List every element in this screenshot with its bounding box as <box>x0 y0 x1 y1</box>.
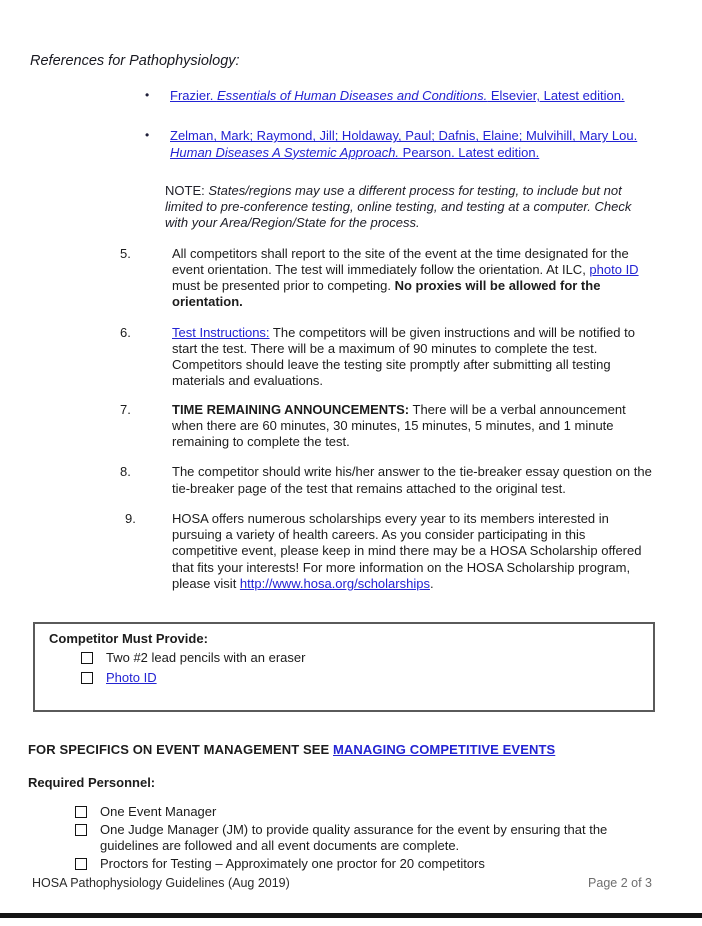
scholarships-url-link[interactable]: http://www.hosa.org/scholarships <box>239 575 430 591</box>
item-text: The competitor should write his/her answer to the tie-breaker essay question on the tie-breaker page of the test that remains attached to the original test. <box>172 464 652 496</box>
personnel-item <box>75 856 654 872</box>
item-number: 7. <box>120 401 131 417</box>
personnel-item <box>75 822 654 855</box>
bullet-icon: • <box>145 128 150 143</box>
required-personnel-heading: Required Personnel: <box>28 775 156 791</box>
checkbox-icon <box>81 672 93 684</box>
item-text-segment: All competitors shall report to the site of the event at the time designated for the event orientation. The test will immediately follow the orientation. At ILC, <box>172 245 629 277</box>
page-footer <box>32 876 652 892</box>
competitor-must-provide-box <box>33 622 655 712</box>
reference-link-zelman[interactable] <box>170 128 637 159</box>
provide-item <box>81 650 643 666</box>
reference-citation <box>170 128 654 161</box>
citation-title: Essentials of Human Diseases and Conditions. <box>216 88 488 104</box>
item-number: 5. <box>120 245 131 261</box>
references-heading: References for Pathophysiology: <box>30 53 240 69</box>
numbered-item-6 <box>120 325 654 390</box>
citation-author: Frazier. <box>170 88 217 104</box>
photo-id-link[interactable]: photo ID <box>589 261 639 277</box>
reference-link-frazier[interactable] <box>170 88 625 103</box>
item-text-segment: There will be a verbal announcement when there are 60 minutes, 30 minutes, 15 minutes, 5 minutes, and 1 minute remaining to complete the test. <box>172 401 626 450</box>
checkbox-icon <box>75 858 87 870</box>
checkbox-icon <box>81 652 93 664</box>
item-text <box>172 511 654 592</box>
managing-competitive-events-link[interactable]: MANAGING COMPETITIVE EVENTS <box>333 742 556 758</box>
item-text <box>172 325 654 390</box>
reference-citation <box>170 88 654 104</box>
footer-document-title: HOSA Pathophysiology Guidelines (Aug 2019) <box>32 876 290 890</box>
item-number: 9. <box>125 510 136 526</box>
footer-page-number: Page 2 of 3 <box>588 876 652 890</box>
event-management-line <box>28 742 654 758</box>
personnel-item <box>75 804 654 820</box>
photo-id-link[interactable]: Photo ID <box>106 669 157 685</box>
numbered-item-7 <box>120 402 654 451</box>
item-number: 8. <box>120 464 131 480</box>
citation-publisher: Elsevier, Latest edition. <box>487 88 625 104</box>
item-text-segment: must be presented prior to competing. <box>172 278 395 294</box>
note-body: States/regions may use a different process for testing, to include but not limited to pre-conference testing, online testing, and testing at a computer. Check with your Area/Region/State for the process. <box>165 182 632 231</box>
provide-box-title: Competitor Must Provide: <box>49 631 208 647</box>
citation-publisher: Pearson. Latest edition. <box>399 144 540 160</box>
numbered-item-9 <box>120 511 654 592</box>
note-label: NOTE: <box>165 182 209 198</box>
reference-item <box>145 88 654 104</box>
personnel-item-label: One Judge Manager (JM) to provide quality assurance for the event by ensuring that the guidelines are followed and all event documents are complete. <box>100 821 608 854</box>
citation-authors: Zelman, Mark; Raymond, Jill; Holdaway, Paul; Dafnis, Elaine; Mulvihill, Mary Lou. <box>170 128 638 144</box>
provide-item <box>81 670 643 686</box>
provide-box-list <box>45 650 643 686</box>
numbered-item-5 <box>120 246 654 311</box>
provide-item-label: Two #2 lead pencils with an eraser <box>106 650 306 666</box>
item-text <box>172 246 654 311</box>
item-bold-text: No proxies will be allowed for the orientation. <box>172 278 601 310</box>
item-bold-text: TIME REMAINING ANNOUNCEMENTS: <box>172 401 410 417</box>
item-text-segment: . <box>429 575 434 591</box>
item-text-segment: The competitors will be given instructions and will be notified to start the test. There will be a maximum of 90 minutes to complete the test. Competitors should leave the testing site promptly after submitting all testing materials and evaluations. <box>172 324 635 389</box>
bullet-icon: • <box>145 88 150 103</box>
checkbox-icon <box>75 806 87 818</box>
test-instructions-link[interactable]: Test Instructions: <box>172 324 270 340</box>
note-paragraph <box>165 183 654 232</box>
event-management-text: FOR SPECIFICS ON EVENT MANAGEMENT SEE <box>28 742 333 758</box>
item-text <box>172 402 654 451</box>
numbered-item-8 <box>120 464 654 497</box>
citation-title: Human Diseases A Systemic Approach. <box>170 144 400 160</box>
personnel-item-label: Proctors for Testing – Approximately one proctor for 20 competitors <box>100 856 485 872</box>
checkbox-icon <box>75 824 87 836</box>
personnel-item-label: One Event Manager <box>100 803 217 819</box>
required-personnel-list <box>75 804 654 873</box>
reference-item <box>145 128 654 161</box>
scan-page-edge <box>0 913 702 918</box>
item-number: 6. <box>120 324 131 340</box>
item-text-segment: HOSA offers numerous scholarships every year to its members interested in pursuing a variety of health careers. As you consider participating in this competitive event, please keep in mind there may be a HOSA Scholarship offered that fits your interests! For more information on the HOSA Scholarship program, please visit <box>172 510 642 591</box>
